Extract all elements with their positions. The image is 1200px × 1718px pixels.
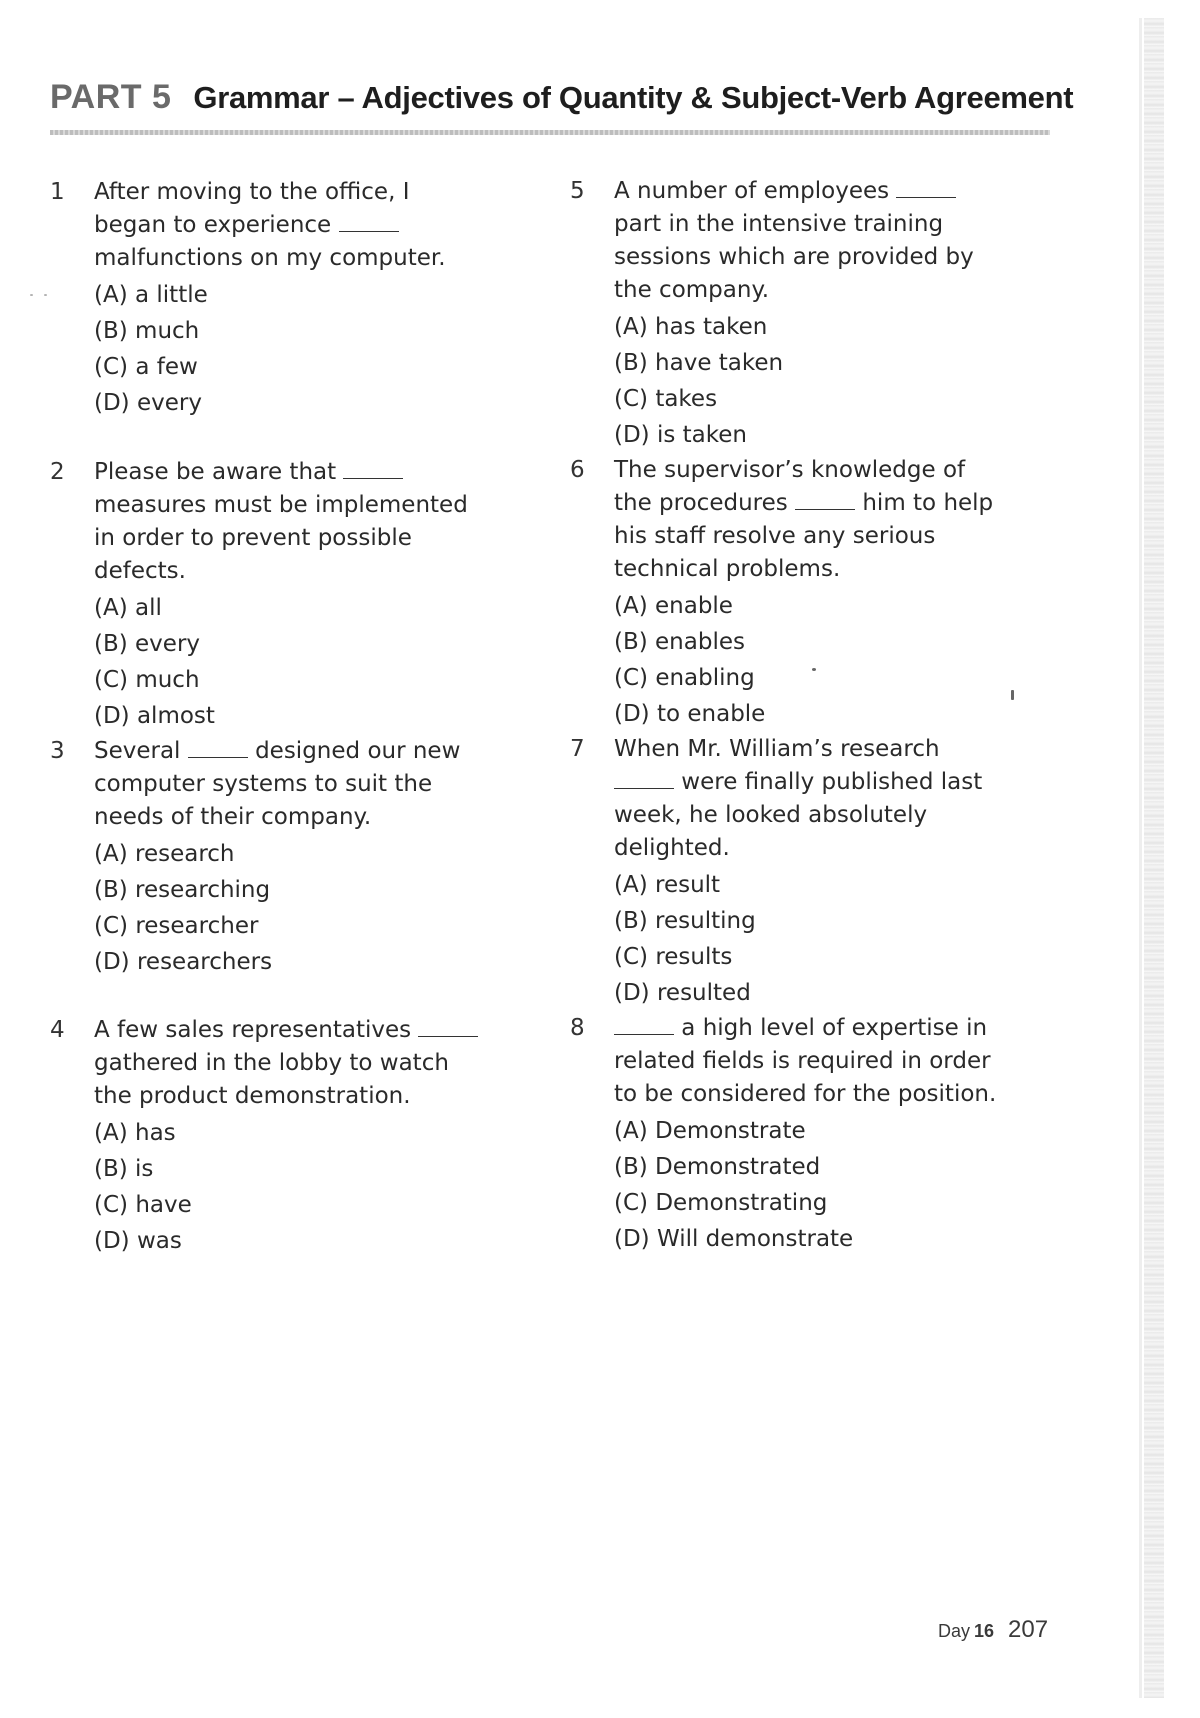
- scan-edge-artifact: [1144, 18, 1164, 1698]
- page-number: 207: [1008, 1616, 1049, 1643]
- question-number: 1: [50, 179, 65, 205]
- option-d[interactable]: (D) every: [94, 390, 202, 416]
- option-c[interactable]: (C) Demonstrating: [614, 1190, 828, 1216]
- answer-blank: [339, 213, 399, 232]
- option-a[interactable]: (A) has: [94, 1120, 176, 1146]
- answer-blank: [614, 770, 674, 789]
- option-d[interactable]: (D) was: [94, 1228, 182, 1254]
- question-number: 4: [50, 1017, 65, 1043]
- option-c[interactable]: (C) have: [94, 1192, 192, 1218]
- answer-blank: [896, 179, 956, 198]
- option-c[interactable]: (C) researcher: [94, 913, 259, 939]
- scan-edge-line: [1139, 18, 1142, 1698]
- stem-text-before: A few sales representatives: [94, 1017, 419, 1043]
- option-b[interactable]: (B) enables: [614, 629, 745, 655]
- day-number: 16: [974, 1621, 995, 1641]
- page-footer: [938, 1616, 1048, 1644]
- question-stem: [614, 733, 1000, 865]
- option-a[interactable]: (A) all: [94, 595, 162, 621]
- question-stem: [614, 454, 1000, 586]
- stem-text-after: measures must be implemented in order to prevent possible defects.: [94, 492, 468, 584]
- option-b[interactable]: (B) researching: [94, 877, 271, 903]
- option-d[interactable]: (D) almost: [94, 703, 215, 729]
- part-label: PART 5: [50, 78, 172, 116]
- answer-options: [614, 867, 1000, 1011]
- page-header: [50, 78, 1074, 117]
- option-b[interactable]: (B) is: [94, 1156, 154, 1182]
- stem-text-after: him to help his staff resolve any serious technical problems.: [614, 490, 994, 582]
- answer-blank: [795, 491, 855, 510]
- option-d[interactable]: (D) resulted: [614, 980, 751, 1006]
- option-b[interactable]: (B) much: [94, 318, 200, 344]
- question-7: [570, 733, 1000, 1011]
- answer-options: [94, 590, 480, 734]
- option-d[interactable]: (D) is taken: [614, 422, 747, 448]
- stem-text-before: Several: [94, 738, 188, 764]
- question-2: [50, 456, 480, 734]
- scan-speck: [812, 668, 816, 671]
- option-c[interactable]: (C) enabling: [614, 665, 755, 691]
- option-a[interactable]: (A) result: [614, 872, 721, 898]
- header-rule: [50, 130, 1050, 135]
- option-a[interactable]: (A) has taken: [614, 314, 768, 340]
- option-a[interactable]: (A) Demonstrate: [614, 1118, 806, 1144]
- question-stem: [94, 735, 480, 834]
- question-6: [570, 454, 1000, 732]
- question-1: [50, 176, 480, 421]
- scan-speck: [44, 294, 47, 296]
- question-8: [570, 1012, 1000, 1257]
- answer-options: [614, 588, 1000, 732]
- day-label: Day: [938, 1621, 971, 1641]
- question-number: 2: [50, 459, 65, 485]
- answer-options: [94, 1115, 480, 1259]
- answer-blank: [188, 739, 248, 758]
- stem-text-before: After moving to the office, I began to experience: [94, 179, 410, 238]
- question-number: 7: [570, 736, 585, 762]
- stem-text-before: The supervisor’s knowledge of the procedures: [614, 457, 966, 516]
- option-b[interactable]: (B) resulting: [614, 908, 756, 934]
- scan-speck: [1011, 690, 1014, 700]
- question-5: [570, 175, 1000, 453]
- question-stem: [614, 1012, 1000, 1111]
- scan-speck: [30, 294, 33, 296]
- answer-blank: [418, 1018, 478, 1037]
- stem-text-after: part in the intensive training sessions which are provided by the company.: [614, 211, 974, 303]
- answer-options: [614, 309, 1000, 453]
- option-b[interactable]: (B) every: [94, 631, 201, 657]
- stem-text-after: malfunctions on my computer.: [94, 245, 446, 271]
- question-number: 6: [570, 457, 585, 483]
- question-number: 8: [570, 1015, 585, 1041]
- part-title: Grammar – Adjectives of Quantity & Subject-Verb Agreement: [193, 80, 1074, 115]
- answer-options: [614, 1113, 1000, 1257]
- question-number: 3: [50, 738, 65, 764]
- question-stem: [614, 175, 1000, 307]
- option-c[interactable]: (C) results: [614, 944, 733, 970]
- question-3: [50, 735, 480, 980]
- answer-options: [94, 836, 480, 980]
- option-d[interactable]: (D) Will demonstrate: [614, 1226, 854, 1252]
- option-a[interactable]: (A) research: [94, 841, 235, 867]
- question-number: 5: [570, 178, 585, 204]
- stem-text-after: gathered in the lobby to watch the product demonstration.: [94, 1050, 449, 1109]
- stem-text-after: designed our new computer systems to suit the needs of their company.: [94, 738, 461, 830]
- answer-blank: [614, 1016, 674, 1035]
- question-stem: [94, 456, 480, 588]
- stem-text-after: a high level of expertise in related fields is required in order to be considered for the position.: [614, 1015, 997, 1107]
- question-stem: [94, 1014, 480, 1113]
- stem-text-after: were finally published last week, he looked absolutely delighted.: [614, 769, 983, 861]
- option-d[interactable]: (D) to enable: [614, 701, 766, 727]
- stem-text-before: When Mr. William’s research: [614, 736, 940, 762]
- question-stem: [94, 176, 480, 275]
- option-c[interactable]: (C) a few: [94, 354, 198, 380]
- stem-text-before: Please be aware that: [94, 459, 344, 485]
- option-a[interactable]: (A) a little: [94, 282, 208, 308]
- answer-options: [94, 277, 480, 421]
- option-d[interactable]: (D) researchers: [94, 949, 273, 975]
- option-c[interactable]: (C) much: [94, 667, 200, 693]
- answer-blank: [343, 460, 403, 479]
- question-4: [50, 1014, 480, 1259]
- option-b[interactable]: (B) have taken: [614, 350, 784, 376]
- stem-text-before: A number of employees: [614, 178, 897, 204]
- option-c[interactable]: (C) takes: [614, 386, 718, 412]
- option-b[interactable]: (B) Demonstrated: [614, 1154, 821, 1180]
- option-a[interactable]: (A) enable: [614, 593, 733, 619]
